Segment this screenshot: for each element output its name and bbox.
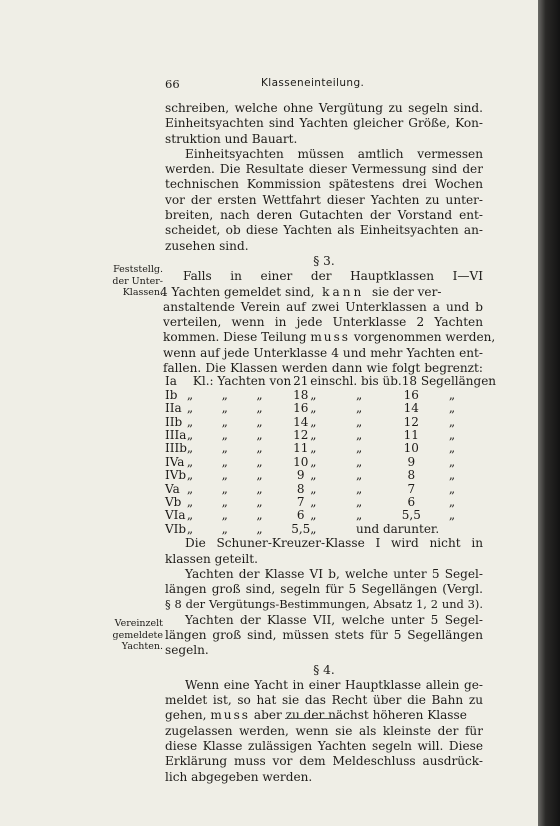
text-fragment: gehen, — [165, 708, 207, 723]
min-value: 18 — [293, 387, 309, 402]
ditto-mark: „ — [221, 387, 228, 402]
ditto-mark: „ — [448, 387, 456, 402]
ditto-mark: „ — [221, 468, 228, 483]
text-line: technischen Kommission spätestens drei Wochen — [165, 177, 483, 192]
spaced-emphasis: kann — [322, 284, 365, 299]
text-line: schreiben, welche ohne Vergütung zu segeln sind. — [165, 101, 483, 115]
table-text: und darunter. — [356, 521, 440, 536]
ditto-mark: „ — [356, 481, 363, 496]
text-line: Falls in einer der Hauptklassen I—VI — [183, 269, 483, 284]
text-line: breiten, nach deren Gutachten der Vorstand ent- — [165, 208, 483, 223]
max-value: 12 — [403, 414, 419, 429]
ditto-mark: „ — [356, 508, 363, 523]
ditto-mark: „ — [186, 387, 194, 402]
ditto-mark: „ — [186, 427, 194, 442]
min-value: 11 — [293, 441, 309, 456]
closing-rule — [285, 718, 341, 719]
section-heading-3: § 3. — [313, 253, 335, 268]
class-label: Ib — [165, 387, 178, 402]
min-value: 10 — [293, 454, 309, 469]
text-line: verteilen, wenn in jede Unterklasse 2 Yachten — [163, 315, 483, 330]
text-line: Erklärung muss vor dem Meldeschluss ausdrück- — [165, 754, 483, 769]
ditto-mark: „ — [186, 495, 194, 509]
unit-label: Segellängen — [420, 374, 497, 389]
text-line — [165, 708, 483, 723]
min-value: 7 — [296, 495, 305, 509]
table-row — [165, 523, 496, 536]
text-line: zugelassen werden, wenn sie als kleinste der für — [165, 723, 483, 738]
ditto-mark: „ — [356, 441, 363, 456]
class-label: VIa — [165, 508, 186, 523]
ditto-mark: „ — [310, 401, 317, 416]
max-value: 14 — [403, 401, 419, 416]
ditto-mark: „ — [221, 521, 228, 536]
ditto-mark: „ — [310, 481, 317, 496]
ditto-mark: „ — [256, 414, 263, 429]
min-value: 21 — [293, 374, 309, 389]
ditto-mark: „ — [221, 454, 228, 469]
ditto-mark: „ — [256, 521, 263, 536]
ditto-mark: „ — [356, 414, 363, 429]
text-fragment: vorgenommen werden, — [353, 330, 496, 345]
table-row — [165, 402, 496, 415]
paragraph-1 — [165, 101, 483, 147]
table-row — [165, 416, 496, 429]
ditto-mark: „ — [221, 481, 228, 496]
class-label: IIIa — [165, 427, 187, 442]
table-row — [165, 389, 496, 402]
text-fragment: sie der ver- — [371, 284, 442, 299]
ditto-mark: „ — [310, 454, 317, 469]
class-label: IIa — [165, 401, 182, 416]
section-heading-4: § 4. — [313, 662, 335, 677]
table-row — [165, 483, 496, 496]
ditto-mark: „ — [310, 427, 317, 442]
max-value: 5,5 — [401, 508, 421, 523]
page-header — [165, 77, 465, 93]
text-line — [160, 285, 483, 300]
ditto-mark: „ — [356, 401, 363, 416]
text-line: § 8 der Vergütungs-Bestimmungen, Absatz 1, 2 und 3). — [165, 597, 483, 612]
text-line: lich abgegeben werden. — [165, 769, 313, 784]
ditto-mark: „ — [221, 401, 228, 416]
spaced-emphasis: muss — [310, 330, 350, 345]
text-line: zusehen sind. — [165, 238, 249, 253]
ditto-mark: „ — [256, 481, 263, 496]
paragraph-3 — [160, 269, 496, 376]
ditto-mark: „ — [221, 427, 228, 442]
page-number: 66 — [165, 77, 180, 91]
ditto-mark: „ — [186, 481, 194, 496]
text-line: meldet ist, so hat sie das Recht über die Bahn zu — [165, 693, 483, 708]
ditto-mark: „ — [256, 495, 263, 509]
text-line: anstaltende Verein auf zwei Unterklassen a und b — [163, 299, 483, 314]
ditto-mark: „ — [221, 441, 228, 456]
margin-note-line: Feststellg. — [113, 264, 163, 275]
margin-note-feststellung — [101, 264, 163, 299]
class-label: Va — [165, 481, 180, 496]
ditto-mark: „ — [256, 454, 263, 469]
text-line: Einheitsyachten sind Yachten gleicher Größe, Kon- — [165, 116, 483, 131]
table-text: Kl.: Yachten von — [192, 374, 292, 389]
text-line: diese Klasse zulässigen Yachten segeln will. Diese — [165, 739, 483, 754]
text-line: Die Schuner-Kreuzer-Klasse I wird nicht in — [185, 536, 483, 551]
table-text: einschl. bis üb. — [310, 374, 402, 389]
table-row — [165, 375, 496, 388]
text-fragment: kommen. Diese Teilung — [163, 330, 307, 345]
text-fragment: aber zu der nächst höheren Klasse — [253, 708, 467, 723]
ditto-mark: „ — [256, 387, 263, 402]
paragraph-7 — [165, 678, 483, 785]
margin-note-line: Vereinzelt — [114, 618, 163, 629]
text-line: segeln. — [165, 643, 209, 658]
ditto-mark: „ — [186, 521, 194, 536]
max-value: 11 — [403, 427, 419, 442]
table-row — [165, 469, 496, 482]
text-line: längen groß sind, müssen stets für 5 Segellängen — [165, 628, 483, 642]
text-line: Wenn eine Yacht in einer Hauptklasse allein ge- — [185, 677, 483, 692]
paragraph-2 — [165, 147, 483, 254]
ditto-mark: „ — [448, 414, 456, 429]
class-label: IVa — [165, 454, 185, 469]
table-row — [165, 456, 496, 469]
class-label: Ia — [165, 374, 177, 389]
text-line — [163, 330, 496, 345]
ditto-mark: „ — [310, 508, 317, 523]
ditto-mark: „ — [310, 441, 317, 456]
text-line: Einheitsyachten müssen amtlich vermessen — [185, 146, 483, 161]
ditto-mark: „ — [256, 441, 263, 456]
class-limits-table — [165, 375, 496, 536]
max-value: 18 — [401, 374, 418, 389]
max-value: 10 — [403, 441, 419, 456]
margin-note-line: der Unter- — [112, 275, 163, 287]
ditto-mark: „ — [310, 414, 317, 429]
ditto-mark: „ — [448, 441, 456, 456]
min-value: 16 — [293, 401, 309, 416]
ditto-mark: „ — [186, 468, 194, 483]
ditto-mark: „ — [221, 508, 228, 523]
table-row — [165, 429, 496, 442]
text-line: klassen geteilt. — [165, 551, 258, 566]
ditto-mark: „ — [256, 468, 263, 483]
ditto-mark: „ — [448, 401, 456, 416]
text-line: längen groß sind, segeln für 5 Segellängen (Vergl. — [165, 582, 483, 597]
min-value: 14 — [293, 414, 309, 429]
max-value: 8 — [407, 468, 416, 483]
ditto-mark: „ — [310, 387, 317, 402]
max-value: 9 — [407, 454, 416, 469]
margin-note-line: gemeldete — [112, 629, 163, 641]
min-value: 8 — [296, 481, 305, 496]
running-title: Klasseneinteilung. — [261, 77, 365, 89]
ditto-mark: „ — [186, 401, 194, 416]
ditto-mark: „ — [186, 508, 194, 523]
table-row — [165, 442, 496, 455]
class-label: IIb — [165, 414, 183, 429]
text-fragment: 4 Yachten gemeldet sind, — [160, 284, 315, 299]
text-line: wenn auf jede Unterklasse 4 und mehr Yachten ent- — [163, 345, 483, 360]
ditto-mark: „ — [356, 427, 363, 442]
max-value: 16 — [403, 387, 419, 402]
ditto-mark: „ — [356, 454, 363, 469]
ditto-mark: „ — [448, 495, 456, 509]
margin-note-line: Klassen. — [122, 287, 163, 298]
text-line: scheidet, ob diese Yachten als Einheitsyachten an- — [165, 223, 483, 238]
text-line: Yachten der Klasse VII, welche unter 5 Segel- — [185, 612, 483, 627]
table-row — [165, 509, 496, 522]
ditto-mark: „ — [356, 387, 363, 402]
paragraph-6 — [165, 613, 483, 659]
ditto-mark: „ — [310, 468, 317, 483]
ditto-mark: „ — [310, 521, 317, 536]
table-row — [165, 496, 496, 509]
ditto-mark: „ — [256, 508, 263, 523]
margin-note-line: Yachten. — [121, 641, 163, 652]
min-value: 9 — [296, 468, 305, 483]
ditto-mark: „ — [186, 414, 194, 429]
ditto-mark: „ — [256, 401, 263, 416]
ditto-mark: „ — [221, 414, 228, 429]
ditto-mark: „ — [448, 508, 456, 523]
min-value: 6 — [296, 508, 305, 523]
ditto-mark: „ — [186, 441, 194, 456]
class-label: IVb — [165, 468, 187, 483]
max-value: 7 — [407, 481, 416, 496]
text-line: struktion und Bauart. — [165, 131, 298, 146]
min-value: 5,5 — [291, 521, 311, 536]
ditto-mark: „ — [448, 427, 456, 442]
text-line: vor der ersten Wettfahrt dieser Yachten zu unter- — [165, 192, 483, 207]
ditto-mark: „ — [186, 454, 194, 469]
ditto-mark: „ — [448, 468, 456, 483]
ditto-mark: „ — [356, 468, 363, 483]
page-body — [160, 101, 497, 785]
text-line: Yachten der Klasse VI b, welche unter 5 Segel- — [185, 566, 483, 581]
ditto-mark: „ — [221, 495, 228, 509]
margin-note-vereinzelt — [101, 618, 163, 653]
class-label: VIb — [165, 521, 187, 536]
ditto-mark: „ — [448, 454, 456, 469]
ditto-mark: „ — [256, 427, 263, 442]
text-line: werden. Die Resultate dieser Vermessung sind der — [165, 162, 483, 177]
ditto-mark: „ — [448, 481, 456, 496]
class-label: IIIb — [165, 441, 187, 456]
min-value: 12 — [293, 427, 309, 442]
ditto-mark: „ — [356, 495, 363, 509]
max-value: 6 — [407, 495, 416, 509]
ditto-mark: „ — [310, 495, 317, 509]
paragraph-4 — [165, 536, 483, 567]
book-spine-shadow — [538, 0, 560, 826]
spaced-emphasis: muss — [210, 708, 251, 723]
text-line: fallen. Die Klassen werden dann wie folgt begrenzt: — [163, 361, 483, 376]
class-label: Vb — [165, 495, 182, 509]
paragraph-5 — [165, 567, 483, 613]
